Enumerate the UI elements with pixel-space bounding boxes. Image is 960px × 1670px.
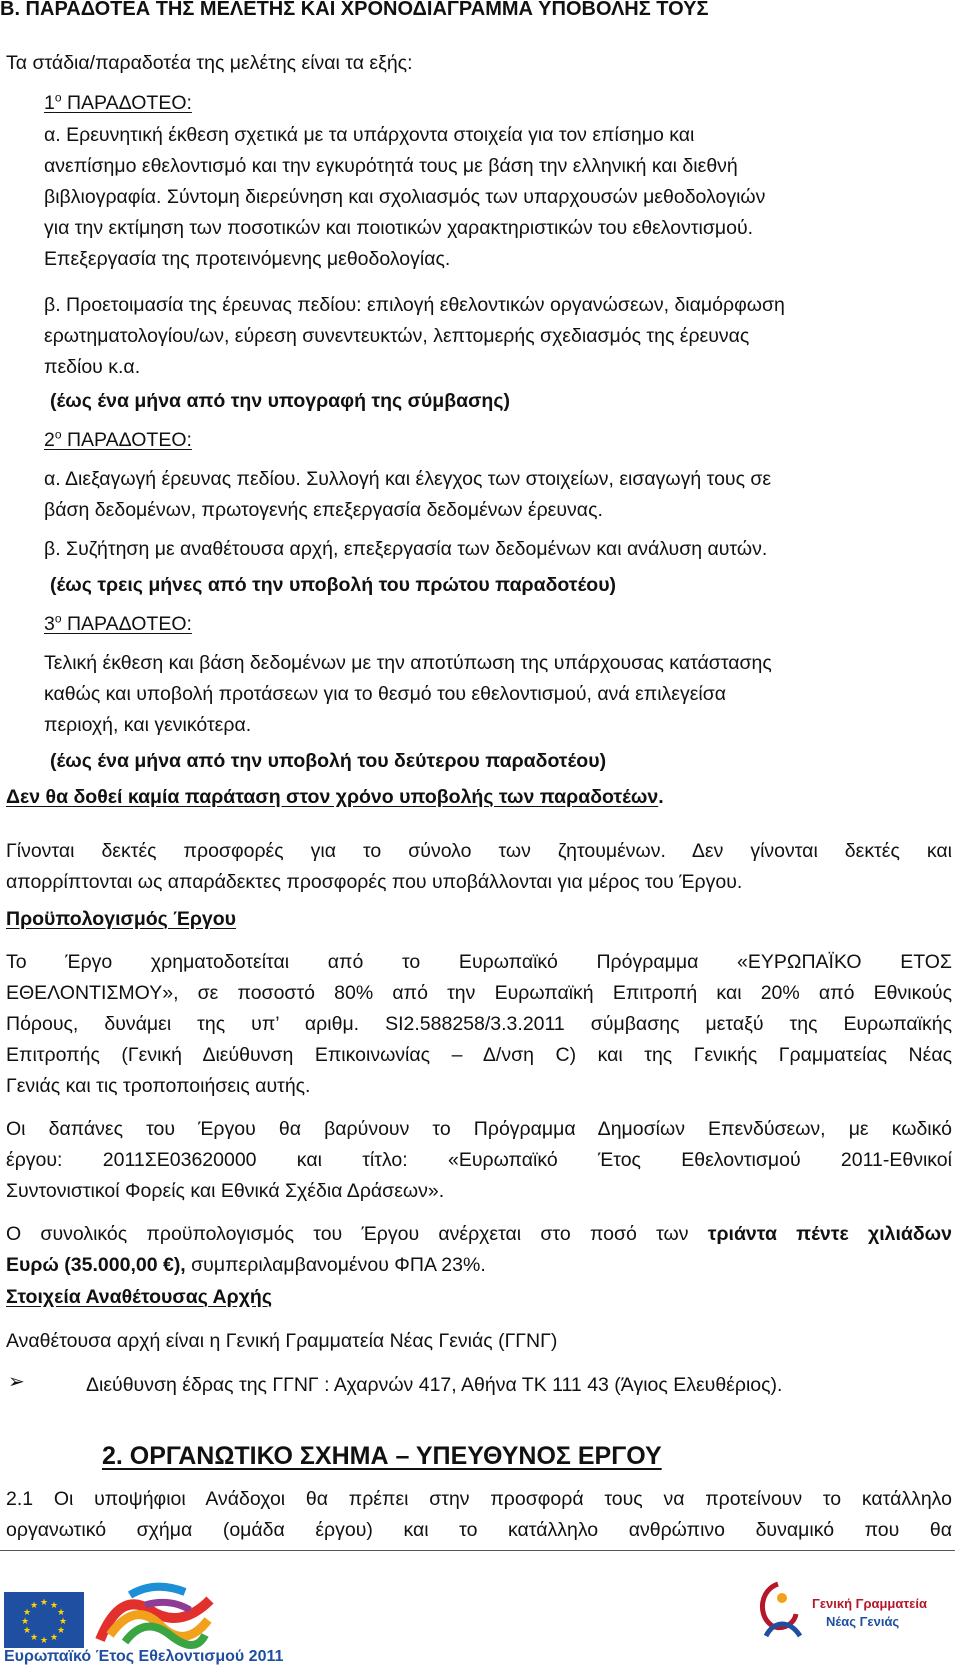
budget-heading: Προϋπολογισμός Έργου [6,908,237,930]
deliverable-2-line: βάση δεδομένων, πρωτογενής επεξεργασία δεδομένων έρευνας. [44,499,603,521]
deliverable-1-line: ερωτηματολογίου/ων, εύρεση συνεντευκτών, λεπτομερής σχεδιασμός της έρευνας [44,325,750,347]
bullet-arrow-icon: ➢ [8,1371,25,1393]
ggng-logo-mark [748,1580,808,1644]
svg-text:★: ★ [29,1601,39,1611]
intro-text: Τα στάδια/παραδοτέα της μελέτης είναι τα εξής: [6,52,413,74]
deliverable-3-sup: ο [54,611,62,626]
budget-para1-line: ΕΘΕΛΟΝΤΙΣΜΟΥ», σε ποσοστό 80% από την Ευρωπαϊκή Επιτροπή και 20% από Εθνικούς [6,982,952,1004]
footer-divider [0,1550,955,1551]
deliverable-3-label: ΠΑΡΑΔΟΤΕΟ: [61,613,192,635]
budget-para1-line: Επιτροπής (Γενική Διεύθυνση Επικοινωνίας – Δ/νση C) και της Γενικής Γραμματείας Νέας [6,1044,952,1066]
deliverable-1-line: α. Ερευνητική έκθεση σχετικά με τα υπάρχοντα στοιχεία για τον επίσημο και [44,124,695,146]
section-2-line: οργανωτικό σχήμα (ομάδα έργου) και το κατάλληλο ανθρώπινο δυναμικό που θα [6,1519,952,1541]
svg-text:★: ★ [22,1626,32,1636]
deliverable-1-line: β. Προετοιμασία της έρευνας πεδίου: επιλογή εθελοντικών οργανώσεων, διαμόρφωση [44,294,785,316]
deliverable-1-line: πεδίου κ.α. [44,356,141,378]
ggng-logo-line2: Νέας Γενιάς [826,1614,900,1629]
no-extension-text: Δεν θα δοθεί καμία παράταση στον χρόνο υποβολής των παραδοτέων [6,786,659,808]
section-2-line: 2.1 Οι υποψήφιοι Ανάδοχοι θα πρέπει στην προσφορά τους να προτείνουν το κατάλληλο [6,1488,952,1510]
authority-text: Αναθέτουσα αρχή είναι η Γενική Γραμματεία Νέας Γενιάς (ΓΓΝΓ) [6,1330,558,1352]
svg-text:★: ★ [39,1598,49,1608]
deliverable-2-sup: ο [54,427,62,442]
budget-total-line [6,1219,952,1250]
deliverable-3-num: 3 [44,613,55,635]
deliverable-3-line: Τελική έκθεση και βάση δεδομένων με την αποτύπωση της υπάρχουσας κατάστασης [44,652,772,674]
budget-total-amount: Ευρώ (35.000,00 €), [6,1254,186,1276]
svg-text:★: ★ [49,1601,59,1611]
deliverable-3-deadline: (έως ένα μήνα από την υποβολή του δεύτερου παραδοτέου) [50,750,607,772]
deliverable-2-heading [44,425,192,456]
authority-address: Διεύθυνση έδρας της ΓΓΝΓ : Αχαρνών 417, Αθήνα ΤΚ 111 43 (Άγιος Ελευθέριος). [86,1374,783,1396]
offers-line: Γίνονται δεκτές προσφορές για το σύνολο των ζητουμένων. Δεν γίνονται δεκτές και [6,840,952,862]
svg-text:★: ★ [39,1636,49,1646]
deliverable-3-line: καθώς και υποβολή προτάσεων για το θεσμό του εθελοντισμού, ανά επιλεγείσα [44,683,727,705]
deliverable-2-line: β. Συζήτηση με αναθέτουσα αρχή, επεξεργασία των δεδομένων και ανάλυση αυτών. [44,538,768,560]
eu-year-caption: Ευρωπαϊκό Έτος Εθελοντισμού 2011 [4,1648,284,1665]
budget-para1-line: Το Έργο χρηματοδοτείται από το Ευρωπαϊκό Πρόγραμμα «ΕΥΡΩΠΑΪΚΟ ΕΤΟΣ [6,951,952,973]
section-b-title: Β. ΠΑΡΑΔΟΤΕΑ ΤΗΣ ΜΕΛΕΤΗΣ ΚΑΙ ΧΡΟΝΟΔΙΑΓΡΑΜΜΑ ΥΠΟΒΟΛΗΣ ΤΟΥΣ [0,0,709,20]
svg-text:★: ★ [22,1608,32,1618]
deliverable-1-line: ανεπίσημο εθελοντισμό και την εγκυρότητά τους με βάση την ελληνική και διεθνή [44,155,738,177]
budget-para1-line: Γενιάς και τις τροποποιήσεις αυτής. [6,1075,311,1097]
eu-flag-logo [4,1592,84,1648]
offers-line: απορρίπτονται ως απαράδεκτες προσφορές που υποβάλλονται για μέρος του Έργου. [6,871,743,893]
deliverable-1-num: 1 [44,92,55,114]
authority-heading: Στοιχεία Αναθέτουσας Αρχής [6,1286,272,1308]
budget-para2-line: έργου: 2011ΣΕ03620000 και τίτλο: «Ευρωπαϊκό Έτος Εθελοντισμού 2011-Εθνικοί [6,1149,952,1171]
deliverable-1-line: Επεξεργασία της προτεινόμενης μεθοδολογίας. [44,248,451,270]
budget-total-post: συμπεριλαμβανομένου ΦΠΑ 23%. [185,1254,486,1276]
ggng-logo-line1: Γενική Γραμματεία [812,1596,927,1611]
svg-text:★: ★ [49,1633,59,1643]
svg-text:★: ★ [56,1626,66,1636]
svg-text:★: ★ [58,1617,68,1627]
budget-para1-line: Πόρους, δυνάμει της υπ’ αριθμ. SI2.588258/3.3.2011 σύμβασης μεταξύ της Ευρωπαϊκής [6,1013,952,1035]
budget-total-amount-words: τριάντα πέντε χιλιάδων [707,1223,952,1245]
no-extension-note: Δεν θα δοθεί καμία παράταση στον χρόνο υποβολής των παραδοτέων. [6,786,664,808]
deliverable-1-deadline: (έως ένα μήνα από την υπογραφή της σύμβασης) [50,390,510,412]
deliverable-1-line: για την εκτίμηση των ποσοτικών και ποιοτικών χαρακτηριστικών του εθελοντισμού. [44,217,754,239]
deliverable-2-label: ΠΑΡΑΔΟΤΕΟ: [61,429,192,451]
budget-total-pre: Ο συνολικός προϋπολογισμός του Έργου ανέρχεται στο ποσό των [6,1223,708,1245]
section-2-title: 2. ΟΡΓΑΝΩΤΙΚΟ ΣΧΗΜΑ – ΥΠΕΥΘΥΝΟΣ ΕΡΓΟΥ [102,1442,662,1470]
deliverable-1-line: βιβλιογραφία. Σύντομη διερεύνηση και σχολιασμός των υπαρχουσών μεθοδολογιών [44,186,766,208]
deliverable-3-heading [44,609,192,640]
deliverable-2-num: 2 [44,429,55,451]
deliverable-1-heading [44,88,192,119]
deliverable-2-line: α. Διεξαγωγή έρευνας πεδίου. Συλλογή και έλεγχος των στοιχείων, εισαγωγή τους σε [44,468,772,490]
budget-para2-line: Συντονιστικοί Φορείς και Εθνικά Σχέδια Δράσεων». [6,1180,445,1202]
svg-text:★: ★ [56,1608,66,1618]
svg-text:★: ★ [20,1617,30,1627]
deliverable-2-deadline: (έως τρεις μήνες από την υποβολή του πρώτου παραδοτέου) [50,574,617,596]
volunteering-year-logo [90,1580,220,1650]
budget-para2-line: Οι δαπάνες του Έργου θα βαρύνουν το Πρόγραμμα Δημοσίων Επενδύσεων, με κωδικό [6,1118,952,1140]
budget-total-line [6,1250,486,1281]
deliverable-1-sup: ο [54,90,62,105]
deliverable-3-line: περιοχή, και γενικότερα. [44,714,252,736]
deliverable-1-label: ΠΑΡΑΔΟΤΕΟ: [61,92,192,114]
svg-text:★: ★ [29,1633,39,1643]
